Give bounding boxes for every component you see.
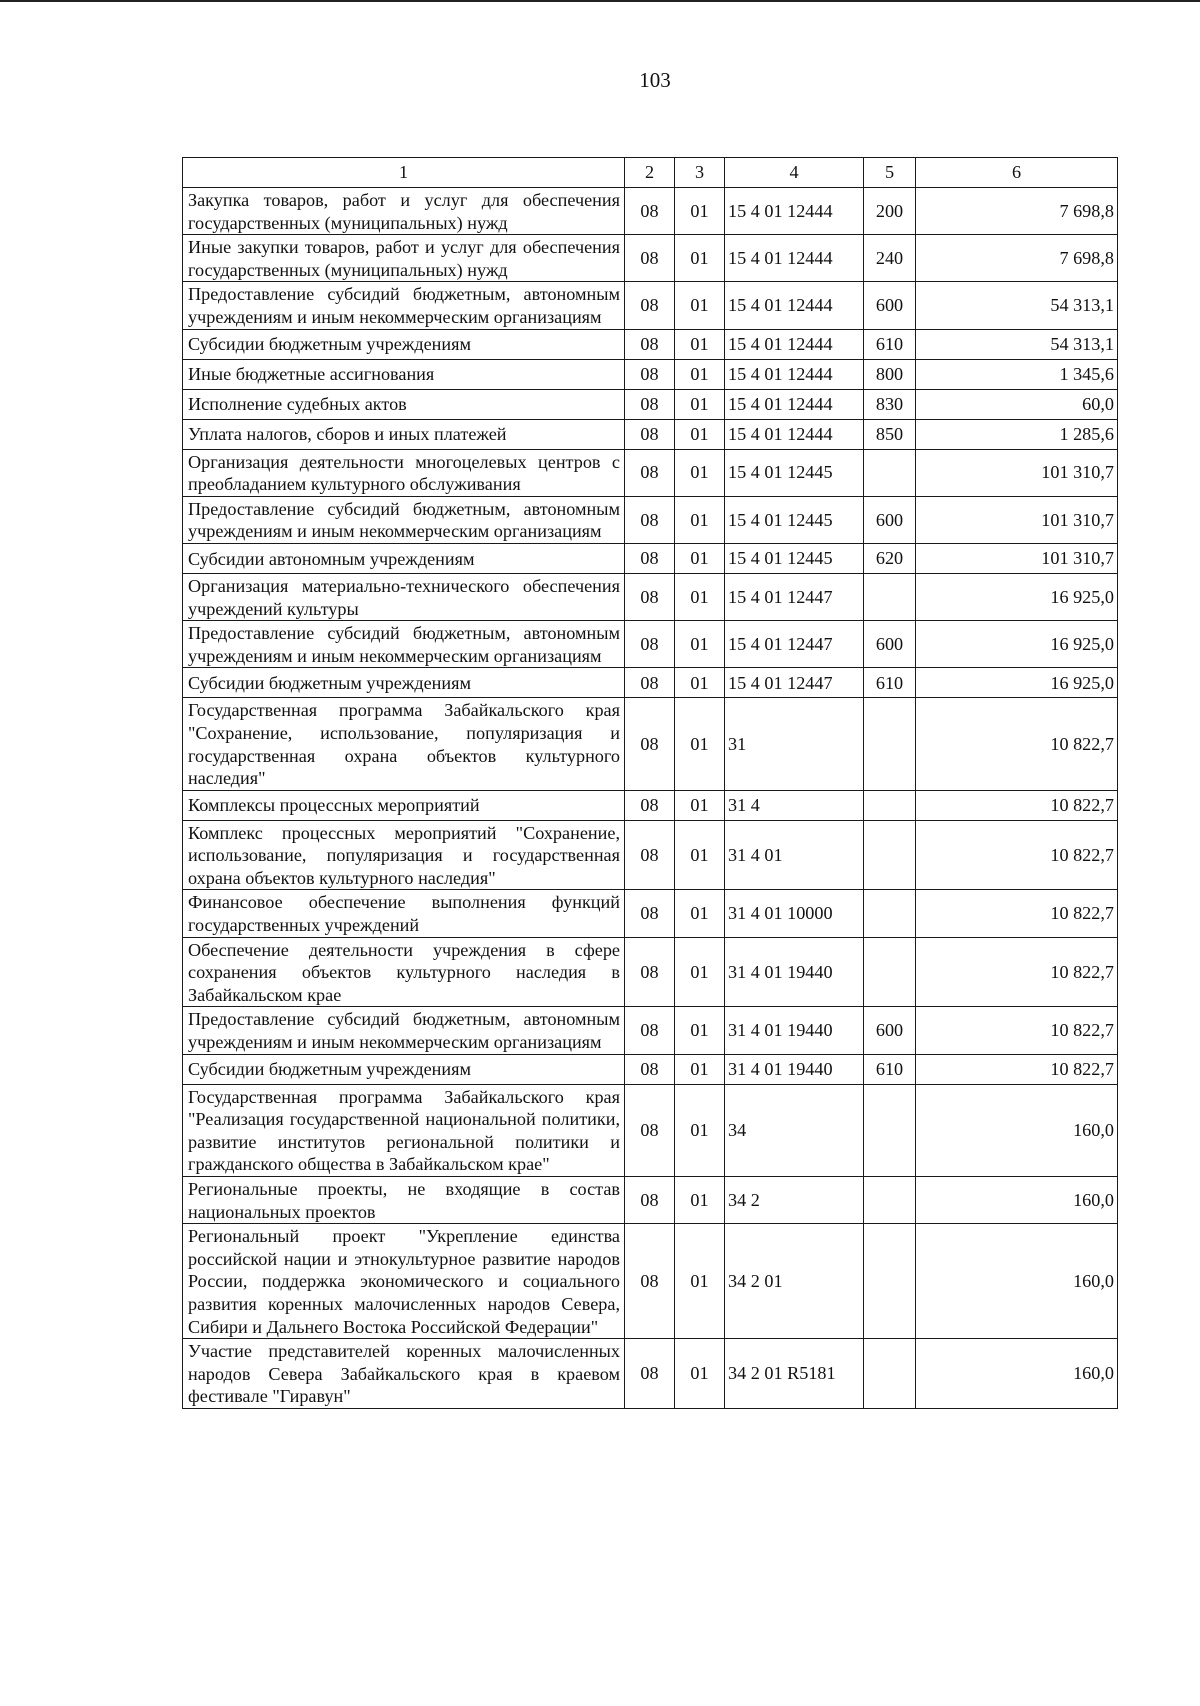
expense-type-code-cell: 620 — [864, 543, 916, 573]
amount-cell: 160,0 — [916, 1339, 1118, 1409]
table-row — [183, 419, 1118, 449]
target-article-code-cell: 15 4 01 12445 — [725, 543, 864, 573]
table-row — [183, 235, 1118, 282]
amount-cell: 1 345,6 — [916, 359, 1118, 389]
expense-name-cell: Субсидии бюджетным учреждениям — [183, 1054, 625, 1084]
expense-name-cell: Государственная программа Забайкальского края "Сохранение, использование, популяризация и государственная охрана объектов культурного наследия" — [183, 698, 625, 790]
table-body — [183, 188, 1118, 1409]
target-article-code-cell: 15 4 01 12447 — [725, 621, 864, 668]
amount-cell: 10 822,7 — [916, 820, 1118, 890]
amount-cell: 16 925,0 — [916, 668, 1118, 698]
section-code-cell: 08 — [625, 359, 675, 389]
expense-type-code-cell — [864, 449, 916, 496]
subsection-code-cell: 01 — [675, 235, 725, 282]
subsection-code-cell: 01 — [675, 1007, 725, 1054]
expense-type-code-cell: 600 — [864, 496, 916, 543]
expense-type-code-cell — [864, 698, 916, 790]
table-row — [183, 282, 1118, 329]
amount-cell: 7 698,8 — [916, 235, 1118, 282]
section-code-cell: 08 — [625, 188, 675, 235]
target-article-code-cell: 34 — [725, 1084, 864, 1176]
subsection-code-cell: 01 — [675, 698, 725, 790]
expense-name-cell: Комплекс процессных мероприятий "Сохранение, использование, популяризация и государственная охрана объектов культурного наследия" — [183, 820, 625, 890]
subsection-code-cell: 01 — [675, 790, 725, 820]
target-article-code-cell: 15 4 01 12444 — [725, 235, 864, 282]
expense-type-code-cell — [864, 937, 916, 1007]
expense-type-code-cell — [864, 573, 916, 620]
section-code-cell: 08 — [625, 790, 675, 820]
subsection-code-cell: 01 — [675, 1339, 725, 1409]
amount-cell: 101 310,7 — [916, 543, 1118, 573]
section-code-cell: 08 — [625, 235, 675, 282]
section-code-cell: 08 — [625, 389, 675, 419]
table-row — [183, 389, 1118, 419]
section-code-cell: 08 — [625, 1177, 675, 1224]
amount-cell: 54 313,1 — [916, 329, 1118, 359]
table-row — [183, 188, 1118, 235]
target-article-code-cell: 34 2 01 R5181 — [725, 1339, 864, 1409]
amount-cell: 16 925,0 — [916, 621, 1118, 668]
section-code-cell: 08 — [625, 1339, 675, 1409]
expense-type-code-cell: 610 — [864, 329, 916, 359]
column-header-5: 5 — [864, 158, 916, 188]
expense-name-cell: Иные бюджетные ассигнования — [183, 359, 625, 389]
expense-name-cell: Участие представителей коренных малочисленных народов Севера Забайкальского края в краевом фестивале "Гиравун" — [183, 1339, 625, 1409]
expense-type-code-cell: 800 — [864, 359, 916, 389]
table-row — [183, 698, 1118, 790]
amount-cell: 160,0 — [916, 1177, 1118, 1224]
table-row — [183, 329, 1118, 359]
expense-type-code-cell — [864, 790, 916, 820]
target-article-code-cell: 34 2 01 — [725, 1224, 864, 1339]
amount-cell: 10 822,7 — [916, 1054, 1118, 1084]
expense-type-code-cell — [864, 820, 916, 890]
expense-name-cell: Субсидии автономным учреждениям — [183, 543, 625, 573]
table-row — [183, 496, 1118, 543]
expense-type-code-cell: 610 — [864, 1054, 916, 1084]
expense-type-code-cell: 240 — [864, 235, 916, 282]
page-number: 103 — [639, 68, 671, 92]
target-article-code-cell: 31 4 01 19440 — [725, 937, 864, 1007]
expense-type-code-cell: 830 — [864, 389, 916, 419]
section-code-cell: 08 — [625, 1007, 675, 1054]
table-row — [183, 621, 1118, 668]
section-code-cell: 08 — [625, 668, 675, 698]
section-code-cell: 08 — [625, 1054, 675, 1084]
table-row — [183, 1339, 1118, 1409]
amount-cell: 60,0 — [916, 389, 1118, 419]
expense-name-cell: Региональные проекты, не входящие в состав национальных проектов — [183, 1177, 625, 1224]
table-row — [183, 543, 1118, 573]
expense-type-code-cell — [864, 1339, 916, 1409]
expense-name-cell: Предоставление субсидий бюджетным, автономным учреждениям и иным некоммерческим организациям — [183, 1007, 625, 1054]
amount-cell: 101 310,7 — [916, 496, 1118, 543]
table-row — [183, 668, 1118, 698]
expense-name-cell: Обеспечение деятельности учреждения в сфере сохранения объектов культурного наследия в Забайкальском крае — [183, 937, 625, 1007]
target-article-code-cell: 31 4 01 19440 — [725, 1007, 864, 1054]
expense-type-code-cell — [864, 1177, 916, 1224]
target-article-code-cell: 15 4 01 12447 — [725, 573, 864, 620]
section-code-cell: 08 — [625, 329, 675, 359]
expense-name-cell: Региональный проект "Укрепление единства российской нации и этнокультурное развитие народов России, поддержка экономического и социального развития коренных малочисленных народов Севера, Сибири и Дальнего Востока Российской Федерации" — [183, 1224, 625, 1339]
subsection-code-cell: 01 — [675, 1224, 725, 1339]
amount-cell: 10 822,7 — [916, 1007, 1118, 1054]
expense-name-cell: Предоставление субсидий бюджетным, автономным учреждениям и иным некоммерческим организациям — [183, 496, 625, 543]
subsection-code-cell: 01 — [675, 820, 725, 890]
subsection-code-cell: 01 — [675, 668, 725, 698]
subsection-code-cell: 01 — [675, 282, 725, 329]
expense-type-code-cell — [864, 1224, 916, 1339]
table-row — [183, 1054, 1118, 1084]
amount-cell: 54 313,1 — [916, 282, 1118, 329]
subsection-code-cell: 01 — [675, 188, 725, 235]
table-row — [183, 1177, 1118, 1224]
expense-type-code-cell: 600 — [864, 1007, 916, 1054]
expense-name-cell: Иные закупки товаров, работ и услуг для обеспечения государственных (муниципальных) нужд — [183, 235, 625, 282]
subsection-code-cell: 01 — [675, 389, 725, 419]
amount-cell: 16 925,0 — [916, 573, 1118, 620]
subsection-code-cell: 01 — [675, 543, 725, 573]
expense-type-code-cell — [864, 1084, 916, 1176]
section-code-cell: 08 — [625, 496, 675, 543]
column-header-3: 3 — [675, 158, 725, 188]
target-article-code-cell: 15 4 01 12444 — [725, 359, 864, 389]
target-article-code-cell: 15 4 01 12444 — [725, 282, 864, 329]
amount-cell: 10 822,7 — [916, 937, 1118, 1007]
table-row — [183, 890, 1118, 937]
expense-name-cell: Уплата налогов, сборов и иных платежей — [183, 419, 625, 449]
subsection-code-cell: 01 — [675, 573, 725, 620]
expense-type-code-cell: 850 — [864, 419, 916, 449]
target-article-code-cell: 15 4 01 12444 — [725, 389, 864, 419]
subsection-code-cell: 01 — [675, 329, 725, 359]
section-code-cell: 08 — [625, 449, 675, 496]
section-code-cell: 08 — [625, 1084, 675, 1176]
expense-name-cell: Государственная программа Забайкальского края "Реализация государственной национальной политики, развитие институтов региональной политики и гражданского общества в Забайкальском крае" — [183, 1084, 625, 1176]
expense-type-code-cell — [864, 890, 916, 937]
table-header-row — [183, 158, 1118, 188]
target-article-code-cell: 31 4 01 — [725, 820, 864, 890]
target-article-code-cell: 15 4 01 12447 — [725, 668, 864, 698]
expense-name-cell: Исполнение судебных актов — [183, 389, 625, 419]
target-article-code-cell: 15 4 01 12444 — [725, 188, 864, 235]
expense-name-cell: Финансовое обеспечение выполнения функций государственных учреждений — [183, 890, 625, 937]
column-header-2: 2 — [625, 158, 675, 188]
section-code-cell: 08 — [625, 282, 675, 329]
table-row — [183, 359, 1118, 389]
expense-type-code-cell: 200 — [864, 188, 916, 235]
expense-name-cell: Закупка товаров, работ и услуг для обеспечения государственных (муниципальных) нужд — [183, 188, 625, 235]
expense-name-cell: Комплексы процессных мероприятий — [183, 790, 625, 820]
subsection-code-cell: 01 — [675, 1054, 725, 1084]
table-row — [183, 820, 1118, 890]
amount-cell: 10 822,7 — [916, 790, 1118, 820]
table-row — [183, 1007, 1118, 1054]
section-code-cell: 08 — [625, 890, 675, 937]
table-row — [183, 573, 1118, 620]
amount-cell: 7 698,8 — [916, 188, 1118, 235]
amount-cell: 1 285,6 — [916, 419, 1118, 449]
section-code-cell: 08 — [625, 937, 675, 1007]
expense-name-cell: Организация деятельности многоцелевых центров с преобладанием культурного обслуживания — [183, 449, 625, 496]
target-article-code-cell: 15 4 01 12445 — [725, 496, 864, 543]
expense-type-code-cell: 600 — [864, 282, 916, 329]
table-row — [183, 449, 1118, 496]
expense-type-code-cell: 610 — [864, 668, 916, 698]
expense-type-code-cell: 600 — [864, 621, 916, 668]
amount-cell: 10 822,7 — [916, 698, 1118, 790]
table-row — [183, 1084, 1118, 1176]
section-code-cell: 08 — [625, 698, 675, 790]
subsection-code-cell: 01 — [675, 1084, 725, 1176]
target-article-code-cell: 15 4 01 12444 — [725, 419, 864, 449]
target-article-code-cell: 31 4 01 19440 — [725, 1054, 864, 1084]
subsection-code-cell: 01 — [675, 496, 725, 543]
subsection-code-cell: 01 — [675, 937, 725, 1007]
expense-name-cell: Субсидии бюджетным учреждениям — [183, 668, 625, 698]
target-article-code-cell: 34 2 — [725, 1177, 864, 1224]
expense-name-cell: Субсидии бюджетным учреждениям — [183, 329, 625, 359]
subsection-code-cell: 01 — [675, 1177, 725, 1224]
subsection-code-cell: 01 — [675, 449, 725, 496]
subsection-code-cell: 01 — [675, 890, 725, 937]
subsection-code-cell: 01 — [675, 359, 725, 389]
section-code-cell: 08 — [625, 1224, 675, 1339]
section-code-cell: 08 — [625, 573, 675, 620]
target-article-code-cell: 31 4 01 10000 — [725, 890, 864, 937]
expense-name-cell: Предоставление субсидий бюджетным, автономным учреждениям и иным некоммерческим организациям — [183, 282, 625, 329]
target-article-code-cell: 15 4 01 12444 — [725, 329, 864, 359]
amount-cell: 160,0 — [916, 1084, 1118, 1176]
expense-name-cell: Организация материально-технического обеспечения учреждений культуры — [183, 573, 625, 620]
amount-cell: 160,0 — [916, 1224, 1118, 1339]
target-article-code-cell: 31 — [725, 698, 864, 790]
section-code-cell: 08 — [625, 621, 675, 668]
expense-name-cell: Предоставление субсидий бюджетным, автономным учреждениям и иным некоммерческим организациям — [183, 621, 625, 668]
target-article-code-cell: 31 4 — [725, 790, 864, 820]
target-article-code-cell: 15 4 01 12445 — [725, 449, 864, 496]
section-code-cell: 08 — [625, 543, 675, 573]
subsection-code-cell: 01 — [675, 419, 725, 449]
subsection-code-cell: 01 — [675, 621, 725, 668]
section-code-cell: 08 — [625, 820, 675, 890]
amount-cell: 10 822,7 — [916, 890, 1118, 937]
table-row — [183, 790, 1118, 820]
column-header-4: 4 — [725, 158, 864, 188]
column-header-1: 1 — [183, 158, 625, 188]
budget-table — [182, 157, 1118, 1409]
page-top-border — [0, 0, 1200, 2]
table-row — [183, 937, 1118, 1007]
section-code-cell: 08 — [625, 419, 675, 449]
amount-cell: 101 310,7 — [916, 449, 1118, 496]
table-row — [183, 1224, 1118, 1339]
column-header-6: 6 — [916, 158, 1118, 188]
